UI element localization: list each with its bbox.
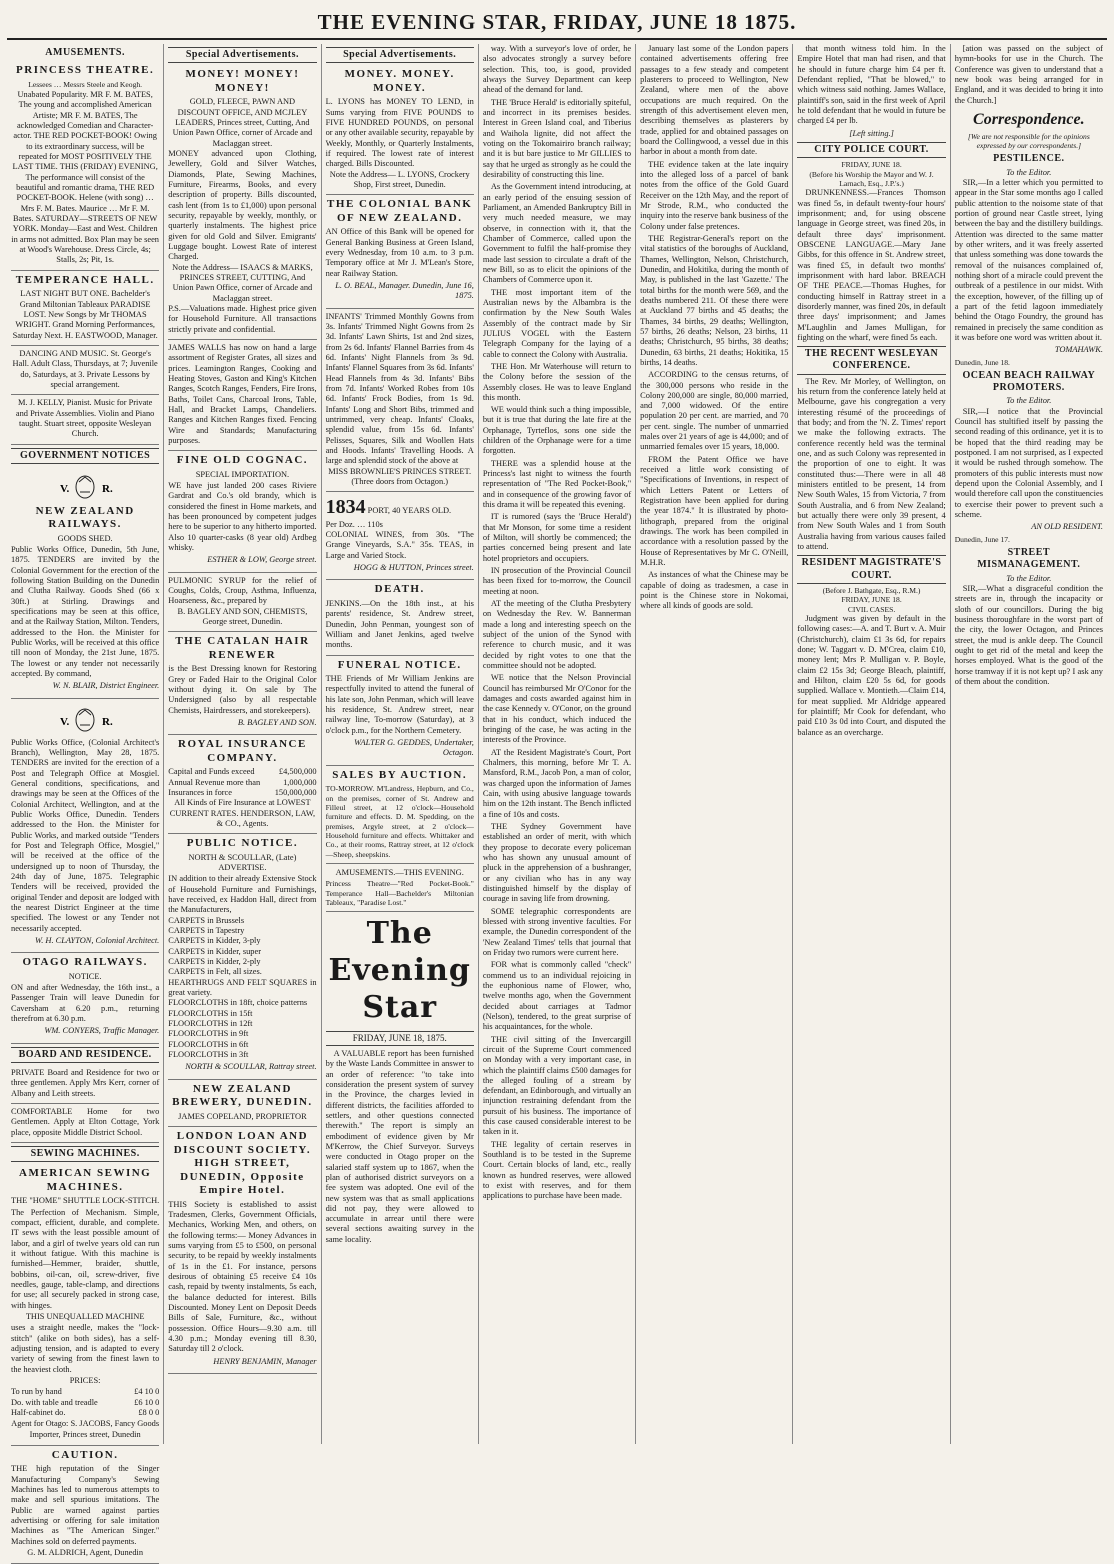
city-before: (Before his Worship the Mayor and W. J. Larnach, Esq., J.P.'s.) <box>809 169 934 188</box>
cognac-body: WE have just landed 200 cases Riviere Gardrat and Co.'s old brandy, which is considered the finest in Home markets, and has been pronounced by competent judges here to be superior to any hitherto imported. Also 10 quarter-casks (8 year old) Ardbeg whisky. <box>168 481 317 552</box>
catalan-body: is the Best Dressing known for Restoring Grey or Faded Hair to the Original Color without dying it. On sale by The Undersigned (also by all respectable Chemists, Hairdressers, and storekeepers). <box>168 664 317 715</box>
colonial-signature: L. O. BEAL, Manager. Dunedin, June 16, 1875. <box>335 280 474 301</box>
resident-date: FRIDAY, JUNE 18. <box>841 595 902 605</box>
correspondence-heading: Correspondence. <box>973 110 1085 128</box>
ocean-body: SIR,—I notice that the Provincial Council has stultified itself by passing the second reading of this ordinance, yet it is to be hoped that the third reading may be postponed. I am not surprised, as I expected it would be rushed through somehow. The promoters of this public interests must now depend upon the Colonial Assembly, and I would therefore call upon the constituencies to exercise their power to prevent such a scheme. <box>954 406 1103 520</box>
funeral-signature: WALTER G. GEDDES, Undertaker, Octagon. <box>354 738 474 758</box>
col4-legality: THE legality of certain reserves in Southland is to be tested in the Supreme Court. Certain blocks of land, etc., really known as hundred reserves, were allowed to exist with reserves, and for them applications to purchase have been made. <box>482 1139 632 1201</box>
bagley-signature: B. BAGLEY AND SON, CHEMISTS, George street, Dunedin. <box>177 606 308 626</box>
port-title: PORT, 40 YEARS OLD. <box>367 506 452 516</box>
to-editor-label: To the Editor. <box>1006 396 1052 406</box>
port-year: 1834 <box>325 496 366 519</box>
column-7 <box>951 44 1107 1444</box>
amusements2-title: AMUSEMENTS.—THIS EVENING. <box>335 867 464 877</box>
north-title: NORTH & SCOULLAR, (Late) ADVERTISE. <box>188 852 297 873</box>
col5-text5: FROM the Patent Office we have received a little work consisting of "Specifications of Inventions, in respect of which Letters Patent or Letters of Registration have been applied for during the year 1874." It is illustrated by photo-lithograph, prepared from the original drawings. The work has been compiled in accordance with a resolution passed by the House of Representatives by Mr C. O'Neill, M.H.R. <box>640 454 789 568</box>
royal-item: Capital and Funds exceed <box>168 767 255 777</box>
london-title: LONDON LOAN AND DISCOUNT SOCIETY. HIGH STREET, DUNEDIN, Opposite Empire Hotel. <box>173 1130 312 1197</box>
sewing-heading: SEWING MACHINES. <box>11 1146 159 1162</box>
price-item: Do. with table and treadle <box>11 1397 98 1407</box>
lyons-title: MONEY. MONEY. MONEY. <box>344 68 455 94</box>
gold-fleece-ad <box>168 65 316 340</box>
left-sitting: [Left sitting.] <box>849 128 894 138</box>
columns <box>7 44 1107 1558</box>
temperance-body: LAST NIGHT BUT ONE. Bachelder's Grand Miltonian Tableaux PARADISE LOST. New Songs by Mr THOMAS WRIGHT. Grand Morning Performances, Saturday Next. H. EASTWOOD, Manager. <box>12 289 158 340</box>
col5-text6: As instances of what the Chinese may be capable of doing as tradesmen, a case in point is the Chinese store in Nokomai, where all kinds of goods are sold. <box>640 570 789 611</box>
city-body: DRUNKENNESS.—Frances Thomson was fined 5s, in default twenty-four hours' imprisonment; and, for using obscene language in George street, was fined 20s, in default three days' imprisonment. OBSCENE LANGUAGE.—Mary Jane Gibbs, for this offence in St. Andrew street, was fined £5, in default two months' imprisonment with hard labor. BREACH OF THE PEACE.—Thomas Hughes, for conducting himself in Rattray street in a disorderly manner, was fined 20s, in default three days' imprisonment; and James M'Laughlin and James Mulligan, for fighting on the wharf, were fined 5s each. <box>797 188 946 342</box>
amusements-heading: AMUSEMENTS. <box>45 47 125 58</box>
wines-body: COLONIAL WINES, from 30s. "The Grange Vineyards, S.A." 35s. TEAS, in Large and Varied Stock. <box>325 530 474 560</box>
price-value: £6 10 0 <box>134 1397 160 1407</box>
price-item: To run by hand <box>11 1387 62 1397</box>
agent-line: Agent for Otago: S. JACOBS, Fancy Goods Importer, Princes street, Dunedin <box>11 1419 160 1439</box>
port-price: Per Doz. … 110s <box>325 519 383 529</box>
royal-item: Annual Revenue more than <box>168 777 261 787</box>
otago-title: OTAGO RAILWAYS. <box>22 956 148 969</box>
editorial-body: A VALUABLE report has been furnished by the Waste Lands Committee in answer to an order of reference: "to take into consideration the present system of survey in the Province, the charges levied in different districts, the facilities afforded to settlers, and other questions connected therewith." The report is simply an embodiment of evidence given by Mr M'Kerrow, the Chief Surveyor. Surveys were conducted in Otago proper on the salaried staff system up to 1867, when the plan of authorised district surveyors on a fee system was adopted. One evil of the new system was that as small applications did not pay, they were allowed to accumulate in arrear until there were several sections awaiting survey in the same locality. <box>325 1048 474 1244</box>
death-title: DEATH. <box>374 583 425 596</box>
pestilence-date: Dunedin, June 18. <box>954 357 1010 367</box>
ps-note: P.S.—Valuations made. Highest price given for Household Furniture. All transactions strictly private and confidential. <box>168 303 317 334</box>
royal-row <box>168 767 316 777</box>
ocean-signature: AN OLD RESIDENT. <box>1031 522 1103 532</box>
princess-title: PRINCESS THEATRE. <box>16 64 155 77</box>
carpet-line: CARPETS in Felt, all sizes. <box>168 967 262 977</box>
royal-crest-icon <box>58 472 112 502</box>
col4-provincial: IN prosecution of the Provincial Council has been fixed for to-morrow, the Council meeting at noon. <box>482 566 632 596</box>
sales-body: TO-MORROW. M'Landress, Hepburn, and Co., on the premises, corner of St. Andrew and Filleul street, at 12 o'clock—Household furniture and effects. D. M. Spedding, on the premises, Argyle street, at 2 o'clock—Household furniture and effects. Whittaker and Co., at their rooms, Rattray street, at 12 o'clock—Sheep, sheepskins. <box>325 784 474 859</box>
royal-row <box>168 778 316 788</box>
north-signature: NORTH & SCOULLAR, Rattray street. <box>185 1062 317 1072</box>
carpet-line: CARPETS in Brussels <box>168 915 245 925</box>
col4-princess-review: THERE was a splendid house at the Princess's last night to witness the fourth representation of "The Red Pocket-Book," and in consequence of the growing favor of this drama it will be repeated this evening. <box>482 458 632 510</box>
colonial-title: THE COLONIAL BANK OF NEW ZEALAND. <box>327 198 473 224</box>
resident-heading: RESIDENT MAGISTRATE'S COURT. <box>797 555 945 584</box>
sales-auction <box>326 766 474 864</box>
col4-assembly: As the Government intend introducing, at an early period of the ensuing session of Parliament, an Amended Bankruptcy Bill in very much needed measure, we may observe, in connection with it, that the Chamber of Commerce, called upon the Government to fulfil the half-promise they made last session to circulate a draft of the new Bill, so as to elicit the opinions of the Chambers of Commerce upon it. <box>482 182 632 285</box>
importation-title: SPECIAL IMPORTATION. <box>195 469 290 479</box>
pulmonic-body: PULMONIC SYRUP for the relief of Coughs, Colds, Croup, Asthma, Influenza, Hoarseness, &c., prepared by <box>168 575 317 606</box>
svg-text:V.: V. <box>60 715 70 728</box>
royal-footer: All Kinds of Fire Insurance at LOWEST CURRENT RATES. HENDERSON, LAW, & CO., Agents. <box>169 798 316 828</box>
railways1-signature: W. N. BLAIR, District Engineer. <box>52 681 160 691</box>
floorcloth-line: FLOORCLOTHS in 18ft, choice patterns <box>168 998 308 1008</box>
infants-body: INFANTS' Trimmed Monthly Gowns from 3s. Infants' Trimmed Night Gowns from 2s 3d. Infants' Lawn Shirts, 1st and 2nd sizes, from 2s 6d. Infants' Flannel Barries from 4s 6d. Infants' Night Flannels from 3s 9d. Infants' Flannel Squares from 3s 6d. Infants' Head Flannels from 4s 3d. Infants' Bibs from 7d. Infants' Worked Robes from 10s 6d. Infants' Frock Bodies, from 1s 9d. Infants' Long and Short Bibs, trimmed and untrimmed, very cheap. Infants' Cloaks, splendid value, from 15s 6d. Infants' Pelisses, Squares, Silk and Woollen Hats and Hoods. Infants' Travelling Hoods. A large and splendid stock of the above at <box>325 311 474 466</box>
home-title: THE "HOME" SHUTTLE LOCK-STITCH. <box>11 1196 160 1206</box>
railways2-body: Public Works Office, (Colonial Architect's Branch), Wellington, May 28, 1875. TENDERS are invited for the erection of a Post and Telegraph Office at Mosgiel. General conditions, specifications, and drawings may be seen at the Offices of the Colonial Architect, Wellington, and at the Public Works Office, Dunedin. Tenders addressed to the Hon. the Minister for Public Works, and marked outside "Tenders for Post and Telegraph Office, Mosgiel," will be received at the office of the undersigned up to noon of Thursday, the 24th day of June, 1875. Telegraphic Tenders will be received, provided the original Tender and deposit are lodged with the nearest District Engineer at the time specified. The lowest or any Tender not necessarily accepted. <box>11 737 160 933</box>
infants-signature: MISS BROWNLIE'S PRINCES STREET. (Three doors from Octagon.) <box>328 466 472 486</box>
unequalled-title: THIS UNEQUALLED MACHINE <box>25 1312 145 1321</box>
floorcloth-line: FLOORCLOTHS in 12ft <box>168 1019 253 1029</box>
unequalled-body: uses a straight needle, makes the "lock-stitch" (alike on both sides), has a self-adjusting tension, and is adapted to every variety of sewing from the finest lawn to the heaviest cloth. <box>11 1323 160 1374</box>
otago-signature: WM. CONYERS, Traffic Manager. <box>44 1026 160 1036</box>
railways2-signature: W. H. CLAYTON, Colonial Architect. <box>35 935 160 945</box>
col4-waterhouse: THE Hon. Mr Waterhouse will return to the Colony before the session of the Assembly closes. He was to leave England this month. <box>482 361 632 402</box>
prices-label: PRICES: <box>69 1375 101 1385</box>
funeral-notice <box>326 656 474 766</box>
resident-body: Judgment was given by default in the following cases:—A. and T. Burt v. A. Muir (Christchurch), claim £1 3s 6d, for repairs done; W. Taggart v. D. M'Crea, claim £10, money lent; Mrs P. Mulligan v. P. Boyle, claim £2 15s 3d; George Bleach, plaintiff, and Hilton, claim £20 5s 6d, for goods supplied. Wallace v. Montieth.—Claim £14, for meat supplied. Mr Aldridge appeared for plaintiff; Mr Cook for defendant, who paid £10 3s 0d into Court, and disputed the balance as an overcharge. <box>797 613 946 737</box>
editorial-dateline: FRIDAY, JUNE 18, 1875. <box>326 1031 474 1046</box>
ocean-heading: OCEAN BEACH RAILWAY PROMOTERS. <box>962 369 1096 394</box>
floorcloth-line: FLOORCLOTHS in 15ft <box>168 1008 253 1018</box>
catalan-ad <box>168 632 316 735</box>
to-editor-label: To the Editor. <box>1006 167 1052 177</box>
carpet-line: CARPETS in Tapestry <box>168 926 245 936</box>
col4-text1: way. With a surveyor's love of order, he also advocates strongly a survey before selection. This, too, is good, provided always the Survey Department can keep ahead of the demand for land. <box>482 44 632 95</box>
price-value: £8 0 0 <box>138 1407 160 1417</box>
svg-text:V.: V. <box>60 482 70 495</box>
london-loan-ad <box>168 1127 316 1374</box>
street-body: SIR,—What a disgraceful condition the streets are in, through the incapacity or sloth of our councillors. During the big business thoroughfare in the worst part of the city, the lower Octagon, and Princes street, the mud is ankle deep. The Council ought to get rid of the metal and keep the horses employed. What is the good of the horse tramway if it is not kept up? I ask any of them about the condition. <box>954 583 1103 686</box>
hearthrugs-line: HEARTHRUGS AND FELT SQUARES in great variety. <box>168 977 317 998</box>
price-row <box>11 1387 159 1397</box>
page-masthead: THE EVENING STAR, FRIDAY, JUNE 18 1875. <box>7 8 1107 40</box>
column-4 <box>479 44 636 1444</box>
board-heading: BOARD AND RESIDENCE. <box>11 1047 159 1063</box>
funeral-body: THE Friends of Mr William Jenkins are respectfully invited to attend the funeral of his late son, John Penman, which will leave his residence, St. Andrew street, near railway line, To-morrow (Saturday), at 3 o'clock p.m., for the Northern Cemetery. <box>325 674 474 735</box>
public-notice-title: PUBLIC NOTICE. <box>186 837 299 850</box>
princess-lessees: Lessees … Messrs Steele and Keogh. <box>28 79 143 89</box>
kelly-ad: M. J. KELLY, Pianist. Music for Private and Private Assemblies. Violin and Piano taught. Stuart street, opposite Wesleyan Church. <box>11 395 159 444</box>
brewery-ad <box>168 1080 316 1127</box>
home-sewing-ad <box>11 1164 159 1446</box>
price-value: £4 10 0 <box>134 1387 160 1397</box>
to-editor-label: To the Editor. <box>1006 573 1052 583</box>
pestilence-signature: TOMAHAWK. <box>1054 345 1103 355</box>
american-title: AMERICAN SEWING MACHINES. <box>19 1167 152 1193</box>
col4-sydney: THE Sydney Government have established an order of merit, with which they propose to decorate every policeman who has shown any unusual amount of pluck in the apprehension of a bushranger, or any civilian who has in any way distinguished himself by the display of courage in saving life from drowning. <box>482 821 632 904</box>
post-telegraph-ad <box>11 699 159 954</box>
royal-item: Insurances in force <box>168 787 232 797</box>
city-police-heading: CITY POLICE COURT. <box>797 142 945 158</box>
carpet-line: CARPETS in Kidder, 2-ply <box>168 957 261 967</box>
city-date: FRIDAY, JUNE 18. <box>841 160 902 170</box>
esther-signature: ESTHER & LOW, George street. <box>207 555 317 565</box>
princess-theatre-ad <box>11 61 159 270</box>
otago-railways-ad <box>11 953 159 1043</box>
comfortable-home-ad: COMFORTABLE Home for two Gentlemen. Apply at Elton Cottage, York place, opposite Middle District School. <box>11 1104 159 1143</box>
col4-meeting: AT the meeting of the Clutha Presbytery on Wednesday the Rev. W. Bannerman made a long and interesting speech on the subject of the union of the Synod with reference to church music, and it was decided by right votes to one that the committee should not be adopted. <box>482 599 632 671</box>
column-2 <box>164 44 321 1444</box>
amusements-evening <box>326 864 474 912</box>
newspaper-page <box>7 8 1107 1558</box>
wesleyan-body: The Rev. Mr Morley, of Wellington, on his return from the conference lately held at Melbourne, gave his congregation a very interesting résumé of the proceedings of that body; and from the 'N. Z. Times' report we make the following extracts. The conference recently held was the terminal one, and as such Colony was represented in the proportion of one to eight. It was constituted thus:—There were in all 48 ministers entitled to be present, 14 from New South Wales, 15 from Victoria, 7 from South Australia, and 6 from New Zealand; but actually there were only 39 present, 4 from New South Wales and 1 from South Australia having from various causes failed to attend. <box>797 376 946 551</box>
government-notices-heading: GOVERNMENT NOTICES <box>11 448 159 464</box>
col4-port-chalmers: AT the Resident Magistrate's Court, Port Chalmers, this morning, before Mr T. A. Mansford, R.M., Jacob Pon, a man of color, was charged upon the information of James Cain, with using abusive language towards him on the 12th instant. The Bench inflicted a fine of 10s and costs. <box>482 747 632 819</box>
amusements2-body: Princess Theatre—"Red Pocket-Book." Temperance Hall—Bachelder's Miltonian Tableaux, "Paradise Lost." <box>325 879 474 907</box>
col4-important: THE most important item of the Australian news by the Albambra is the confirmation by the New South Wales Assembly of the contract made by Sir JULIUS VOGEL with the Eastern Telegraph Company for the laying of a cable to connect the Colony with Australia. <box>482 287 632 359</box>
death-body: JENKINS.—On the 18th inst., at his parents' residence, St. Andrew street, Dunedin, John Penman, youngest son of William and Janet Jenkins, aged twelve months. <box>325 598 474 650</box>
price-row <box>11 1398 159 1408</box>
pulmonic-ad <box>168 573 316 633</box>
lyons-body: L. LYONS has MONEY TO LEND, in Sums varying from FIVE POUNDS to FIVE HUNDRED POUNDS, on personal or any other available security, repayable by Weekly, Monthly, or Quarterly Instalments, if required. The lowest rate of interest charged. Bills Discounted. <box>325 97 474 169</box>
column-5 <box>636 44 793 1444</box>
street-heading: STREET MISMANAGEMENT. <box>977 547 1081 571</box>
infants-ad <box>326 309 474 493</box>
railways-goods-shed-ad <box>11 466 159 699</box>
floorcloth-line: FLOORCLOTHS in 9ft <box>168 1029 249 1039</box>
gold-fleece-name: GOLD, FLEECE, PAWN AND DISCOUNT OFFICE, AND MCJLEY LEADERS, Princes street, Cutting, And Union Pawn Office, corner of Arcade and Maclaggan street. <box>172 97 313 148</box>
evening-star-nameplate: The Evening Star <box>328 916 471 1025</box>
correspondence-disclaimer: [We are not responsible for the opinions expressed by our correspondents.] <box>967 131 1090 150</box>
walls-ad: JAMES WALLS has now on hand a large assortment of Register Grates, all sizes and prices. Leamington Ranges, Cooking and Heating Stoves, Gaston and King's Kitchen Ranges, Scotch Ranges, Fenders, Fire Irons, Baths, Toilet Cans, Charcoal Irons, Table, Hall, and Bracket Lamps, Chandeliers. Ranges and Kitchen Ranges fixed. Fencing Wire and Standards; Manufacturing purposes. <box>168 340 316 451</box>
royal-row <box>168 788 316 798</box>
otago-sub: NOTICE. <box>68 971 102 981</box>
benjamin-signature: HENRY BENJAMIN, Manager <box>213 1356 317 1366</box>
col4-telegraph: SOME telegraphic correspondents are blessed with strong inventive faculties. For example, the Dunedin correspondent of the 'New Zealand Times' tells that journal that on Friday two rumors were current here. <box>482 906 632 957</box>
brewery-title: NEW ZEALAND BREWERY, DUNEDIN. <box>172 1082 313 1109</box>
colonial-bank-ad <box>326 195 474 308</box>
col5-text3: THE Registrar-General's report on the vital statistics of the boroughs of Auckland, Thames, Wellington, Nelson, Christchurch, Dunedin, and Hokitika, during the month of May, is published in the last 'Gazette.' The total births for the month were 569, and the deaths numbered 211. Of these there were at Auckland 77 births and 45 deaths; the Thames, 34 births, 29 deaths; Wellington, 57 births, 26 deaths; Nelson, 23 births, 11 deaths; Christchurch, 95 births, 38 deaths; Dunedin, 63 births, 21 deaths; Hokitika, 15 births, 14 deaths. <box>640 233 789 367</box>
temperance-title: TEMPERANCE HALL. <box>15 273 155 286</box>
svg-text:R.: R. <box>102 482 113 495</box>
royal-title: ROYAL INSURANCE COMPANY. <box>178 738 307 764</box>
caution-title: CAUTION. <box>51 1448 119 1461</box>
colonial-body: AN Office of this Bank will be opened for General Banking Business at Green Island, every Wednesday, from 10 a.m. to 3 p.m. Temporary office at Mr J. M'Lean's Store, near Railway Station. <box>325 227 474 278</box>
carpet-line: CARPETS in Kidder, 3-ply <box>168 936 261 946</box>
copeland-line: JAMES COPELAND, PROPRIETOR <box>178 1111 307 1121</box>
caution-body: THE high reputation of the Singer Manufacturing Company's Sewing Machines has led to numerous attempts to make and sell spurious imitations. The Public are warned against parties advertising or offering for sale imitation Machines as "The American Singer." Machines sold on deferred payments. <box>11 1464 160 1546</box>
price-item: Half-cabinet do. <box>11 1407 66 1417</box>
railways1-title: NEW ZEALAND RAILWAYS. <box>35 504 135 531</box>
col6-text1: that month witness told him. In the Empire Hotel that man had risen, and that he should in future charge him £4 per ft. Defendant replied, "That be blowed," to which witness said nothing. James Wallace, plaintiff's son, said in the first week of April he told defendant that he would in future be charged £4 per lb. <box>797 44 946 126</box>
wesleyan-heading: THE RECENT WESLEYAN CONFERENCE. <box>797 346 945 375</box>
sales-title: SALES BY AUCTION. <box>332 768 468 781</box>
royal-value: 1,000,000 <box>283 777 317 787</box>
aldrich-signature: G. M. ALDRICH, Agent, Dunedin <box>27 1548 144 1558</box>
special-ads-heading: Special Advertisements. <box>326 47 474 63</box>
money-body: MONEY advanced upon Clothing, Jewellery, Gold and Silver Watches, Diamonds, Plate, Sewing Machines, Furniture, Firearms, Books, and every description of property. Bills discounted, cash lent (from 1s to £1,000) upon personal security, repayable by weekly, monthly, or quarterly instalments. The highest price given for old Gold and Silver. Emigrants' Luggage bought. Lowest Rate of interest Charged. <box>168 148 317 262</box>
royal-insurance-ad <box>168 735 316 834</box>
col4-what: FOR what is commonly called "check" commend us to an individual rejoicing in the euphonious name of Flower, who, twelve months ago, when the Government decided about carriages at Tadmor (Nelson), tendered, to the great surprise of his acquaintances, for the whole. <box>482 960 632 1032</box>
column-6 <box>793 44 950 1444</box>
pestilence-heading: PESTILENCE. <box>993 153 1065 165</box>
port-wine-ad <box>326 492 474 580</box>
cognac-ad <box>168 451 316 572</box>
dancing-ad: DANCING AND MUSIC. St. George's Hall. Adult Class, Thursdays, at 7; Juvenile do, Saturdays, at 3. Private Lessons by special arrangement. <box>11 346 159 395</box>
resident-before: (Before J. Bathgate, Esq., R.M.) <box>822 585 921 595</box>
north-body: IN addition to their already Extensive Stock of Household Furniture and Furnishings, have received, ex Haddon Hall, direct from the Manufacturers, <box>168 874 317 915</box>
col4-civil: THE civil sitting of the Invercargill circuit of the Supreme Court commenced on Monday with a very important case, in which the plaintiff claims £500 damages for the alleged fouling of a stream by defendant, an Edinborough, and virtually an injunction restraining defendant from the pursuit of his business. The importance of this case caused considerable interest to be taken in it. <box>482 1034 632 1137</box>
ocean-date: Dunedin, June 17. <box>954 534 1010 544</box>
floorcloth-line: FLOORCLOTHS in 6ft <box>168 1039 249 1049</box>
money-title: MONEY! MONEY! MONEY! <box>185 68 300 94</box>
temperance-hall-ad <box>11 271 159 346</box>
civil-cases-label: CIVIL CASES. <box>847 604 896 614</box>
railways1-body: Public Works Office, Dunedin, 5th June, 1875. TENDERS are invited by the Colonial Government for the erection of the following Station Building on the Dunedin and Clutha Railway. Goods Shed (66 x 30ft.) at Stirling. Drawings and specifications may be seen at this office, and at the Railway Station, Milton. Tenders, addressed to the Hon. the Minister for Public Works, will be received at this office till noon of Monday, the 21st June, 1875. The lowest or any tender not necessarily accepted. By command, <box>11 545 160 679</box>
col5-text4: ACCORDING to the census returns, of the 300,000 persons who reside in the Colony 200,000 are single, 80,000 married, and 7,000 widowed. Of the entire population 20 per cent. are married, and 70 per cent. single. The number of unmarried males over 21 years of age is 44,000; and of unmarried females over 15 years, 18,000. <box>640 370 789 452</box>
lyons-ad <box>326 65 474 195</box>
princess-body: Unabated Popularity. MR F. M. BATES, The young and accomplished American Artiste; MR F. M. BATES, The acknowledged Comedian and Character-actor. THE RED POCKET-BOOK! Owing to its extraordinary success, will be repeated for MOST POSITIVELY THE LAST TIME. THIS (FRIDAY) EVENING, The performance will consist of the beautiful and romantic drama, THE RED POCKET-BOOK. Helene (with song) … Mrs F. M. Bates. Maurice … Mr F. M. Bates. SATURDAY—STREETS OF NEW YORK. Monday—East and West. Children in arms not admitted. Box Plan may be seen at Wood's Warehouse. Dress Circle, 4s; Stalls, 2s; Pit, 1s. <box>11 90 159 265</box>
col5-text1: January last some of the London papers contained advertisements offering free passages to a few steady and competent plasterers to proceed to Wellington, New Zealand, where men of the above occupations are much required. On the strength of this advertisement eleven men, describing themselves as plasterers by trade, applied for and obtained passages on board the Collingwood, a vessel due in this harbor in about a month from date. <box>640 44 789 157</box>
carpet-line: CARPETS in Kidder, super <box>168 946 261 956</box>
funeral-title: FUNERAL NOTICE. <box>337 658 462 671</box>
price-row <box>11 1408 159 1418</box>
otago-body: ON and after Wednesday, the 16th inst., a Passenger Train will leave Dunedin for Caversham at 6.20 p.m., returning therefrom at 6.30 p.m. <box>11 983 160 1024</box>
lyons-signature: Note the Address— L. LYONS, Crockery Shop, First street, Dunedin. <box>329 169 470 189</box>
col5-text2: THE evidence taken at the late inquiry into the alleged loss of a parcel of bank notes from the office of the Gold Guard Receiver on the 12th May, and the report of Mr Strode, R.M., who conducted the inquiry into the reserve bank business of the Colony under false pretences. <box>640 159 789 231</box>
col7-text1: [ation was passed on the subject of hymn-books for use in the Church. The Conference was given to understand that a new book was being arranged for in England, and it was decided to bring it into the Church.] <box>954 44 1103 105</box>
catalan-title: THE CATALAN HAIR RENEWER <box>175 635 310 661</box>
isaacs-address: Note the Address— ISAACS & MARKS, PRINCES STREET, CUTTING, And Union Pawn Office, corner of Arcade and Maclaggan street. <box>172 262 313 303</box>
col4-brief: THE 'Bruce Herald' is editorially spiteful, and incorrect in its premises besides. Interest in Green Island coal, and Tiberius and Waihola lignite, did not affect the voting on the Tokomairiro branch railway; and it is but bare justice to Mr GILLIES to say that he urged as strongly as he could the desirability of constructing this line. <box>482 97 632 179</box>
royal-value: £4,500,000 <box>278 767 317 777</box>
bagley2-signature: B. BAGLEY AND SON. <box>237 717 317 727</box>
railways1-sub: GOODS SHED. <box>57 533 113 543</box>
svg-text:R.: R. <box>102 715 113 728</box>
royal-value: 150,000,000 <box>274 787 317 797</box>
hogg-signature: HOGG & HUTTON, Princes street. <box>353 563 474 573</box>
col4-nelson: WE notice that the Nelson Provincial Council has reimbursed Mr O'Conor for the damages and costs awarded against him in the case Kennedy v. O'Conor, on the ground that in his conduct, which induced the bringing of the case, he was acting in the interests of the Province. <box>482 673 632 745</box>
royal-crest-icon <box>58 705 112 735</box>
special-ads-heading: Special Advertisements. <box>168 47 316 63</box>
london-body: THIS Society is established to assist Tradesmen, Clerks, Government Officials, Mechanics, Working Men, and others, on the following terms:— Money Advances in sums varying from £5 to £500, on personal security, to be repaid by weekly instalments of 1s in the £1. For instance, persons desirous of obtaining £5 receive £4 10s cash, repaid by twenty instalments, 5s each, the balance deducted for interest. Bills Discounted. Money Lent on Deposit Deeds Bills of Sale, Furniture, &c., without possession. Office Hours—9.30 a.m. till 4.30 p.m.; Monday evening till 8.30, Saturday till 2 o'clock. <box>168 1199 317 1354</box>
column-1 <box>7 44 164 1558</box>
death-notice <box>326 580 474 655</box>
north-scoullar-ad <box>168 834 316 1079</box>
home-body: The Perfection of Mechanism. Simple, compact, efficient, durable, and complete. IT sews with the least possible amount of labor, and a girl of twelve years old can run it without fatigue. With this machine is furnished—Hemmer, braider, shuttle, bobbins, oil-can, oil, screw-driver, five needles, gauge, table-clamp, and directions for use; all securely packed in strong case, with hinges. <box>11 1207 160 1310</box>
col4-pantomime: WE would think such a thing impossible, but it is true that during the late fire at the Orphanage, Tyrteflos, sons one side the children of the Orphanage were for a time forgotten. <box>482 405 632 456</box>
floorcloth-line: FLOORCLOTHS in 3ft <box>168 1050 249 1060</box>
private-board-ad: PRIVATE Board and Residence for two or three gentlemen. Apply Mrs Kerr, corner of Albany and Leith streets. <box>11 1065 159 1104</box>
col4-bruce: IT is rumored (says the 'Bruce Herald') that Mr Monson, for some time a resident of Milton, will shortly be commenced; the parties concerned being present and late hotel proprietors and occupiers. <box>482 512 632 563</box>
column-3 <box>322 44 479 1444</box>
caution-ad <box>11 1446 159 1564</box>
pestilence-body: SIR,—In a letter which you permitted to appear in the Star some months ago I called public attention to the noisome state of that portion of ground near Castle street, lying between the bay and the distillery buildings. Attention was directed to the same matter by other writers, and it was freely asserted that unless something was done towards the removal of the nuisances complained of, nothing short of a miracle could prevent the outbreak of a pestilence in our midst. With the exception, however, of the filling up of a part of the fetid lagoon immediately behind the Otago Foundry, the ground has remained in precisely the same condition as it was before one word was written about it. <box>954 177 1103 342</box>
cognac-title: FINE OLD COGNAC. <box>176 454 309 467</box>
